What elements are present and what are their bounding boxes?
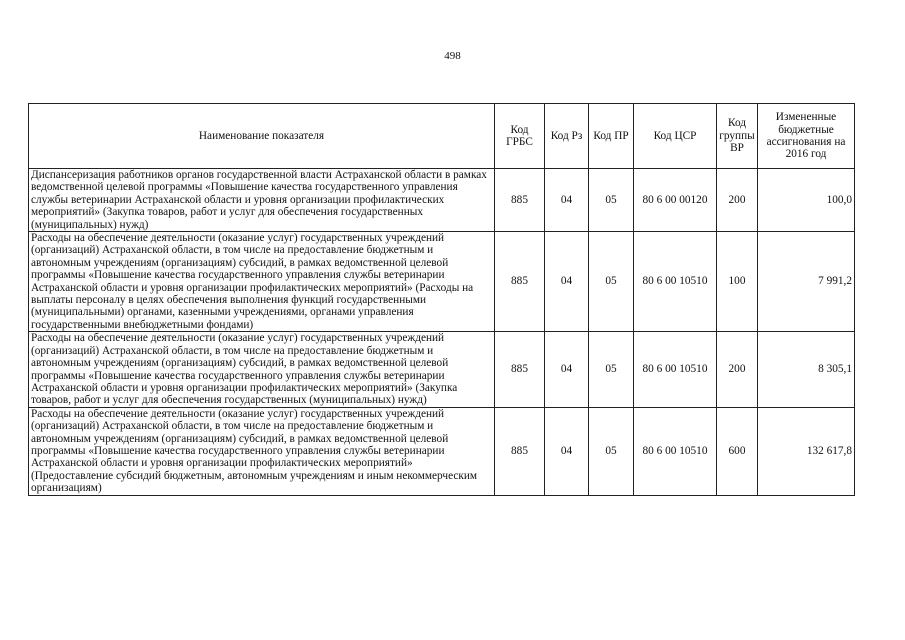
row-name: Расходы на обеспечение деятельности (оказание услуг) государственных учреждений (организаций) Астраханской области, в том числе на предоставление бюджетным и автономным учреждениям (организациям) субсидий, в рамках ведомственной целевой программы «Повышение качества государственного управления службы ветеринарии Астраханской области и уровня организации профилактических мероприятий» (Закупка товаров, работ и услуг для обеспечения государственных (муниципальных) нужд)	[29, 332, 495, 407]
row-amount: 100,0	[758, 169, 855, 232]
row-csr: 80 6 00 10510	[634, 232, 717, 332]
header-vr: Код группы ВР	[717, 104, 758, 169]
header-pr: Код ПР	[589, 104, 634, 169]
row-grbs: 885	[495, 407, 545, 495]
row-rz: 04	[545, 232, 589, 332]
row-rz: 04	[545, 332, 589, 407]
budget-table	[28, 103, 855, 496]
table-row	[29, 169, 855, 232]
row-rz: 04	[545, 407, 589, 495]
table-row	[29, 232, 855, 332]
row-vr: 600	[717, 407, 758, 495]
row-name: Расходы на обеспечение деятельности (оказание услуг) государственных учреждений (организаций) Астраханской области, в том числе на предоставление бюджетным и автономным учреждениям (организациям) субсидий, в рамках ведомственной целевой программы «Повышение качества государственного управления службы ветеринарии Астраханской области и уровня организации профилактических мероприятий» (Расходы на выплаты персоналу в целях обеспечения выполнения функций государственными (муниципальными) органами, казенными учреждениями, органами управления государственными внебюджетными фондами)	[29, 232, 495, 332]
row-vr: 100	[717, 232, 758, 332]
row-amount: 7 991,2	[758, 232, 855, 332]
row-amount: 8 305,1	[758, 332, 855, 407]
table-header-row	[29, 104, 855, 169]
row-vr: 200	[717, 332, 758, 407]
header-name: Наименование показателя	[29, 104, 495, 169]
row-name: Расходы на обеспечение деятельности (оказание услуг) государственных учреждений (организаций) Астраханской области, в том числе на предоставление бюджетным и автономным учреждениям (организациям) субсидий, в рамках ведомственной целевой программы «Повышение качества государственного управления службы ветеринарии Астраханской области и уровня организации профилактических мероприятий» (Предоставление субсидий бюджетным, автономным учреждениям и иным некоммерческим организациям)	[29, 407, 495, 495]
header-csr: Код ЦСР	[634, 104, 717, 169]
row-grbs: 885	[495, 169, 545, 232]
row-vr: 200	[717, 169, 758, 232]
header-grbs: Код ГРБС	[495, 104, 545, 169]
row-pr: 05	[589, 332, 634, 407]
header-amount: Измененные бюджетные ассигнования на 2016 год	[758, 104, 855, 169]
table-row	[29, 407, 855, 495]
row-grbs: 885	[495, 232, 545, 332]
row-amount: 132 617,8	[758, 407, 855, 495]
row-name: Диспансеризация работников органов государственной власти Астраханской области в рамках ведомственной целевой программы «Повышение качества государственного управления службы ветеринарии Астраханской области и уровня организации профилактических мероприятий» (Закупка товаров, работ и услуг для обеспечения государственных (муниципальных) нужд)	[29, 169, 495, 232]
row-csr: 80 6 00 10510	[634, 332, 717, 407]
table-row	[29, 332, 855, 407]
row-rz: 04	[545, 169, 589, 232]
row-csr: 80 6 00 00120	[634, 169, 717, 232]
row-pr: 05	[589, 232, 634, 332]
row-pr: 05	[589, 169, 634, 232]
row-grbs: 885	[495, 332, 545, 407]
row-pr: 05	[589, 407, 634, 495]
row-csr: 80 6 00 10510	[634, 407, 717, 495]
header-rz: Код Рз	[545, 104, 589, 169]
page-number: 498	[444, 50, 461, 62]
